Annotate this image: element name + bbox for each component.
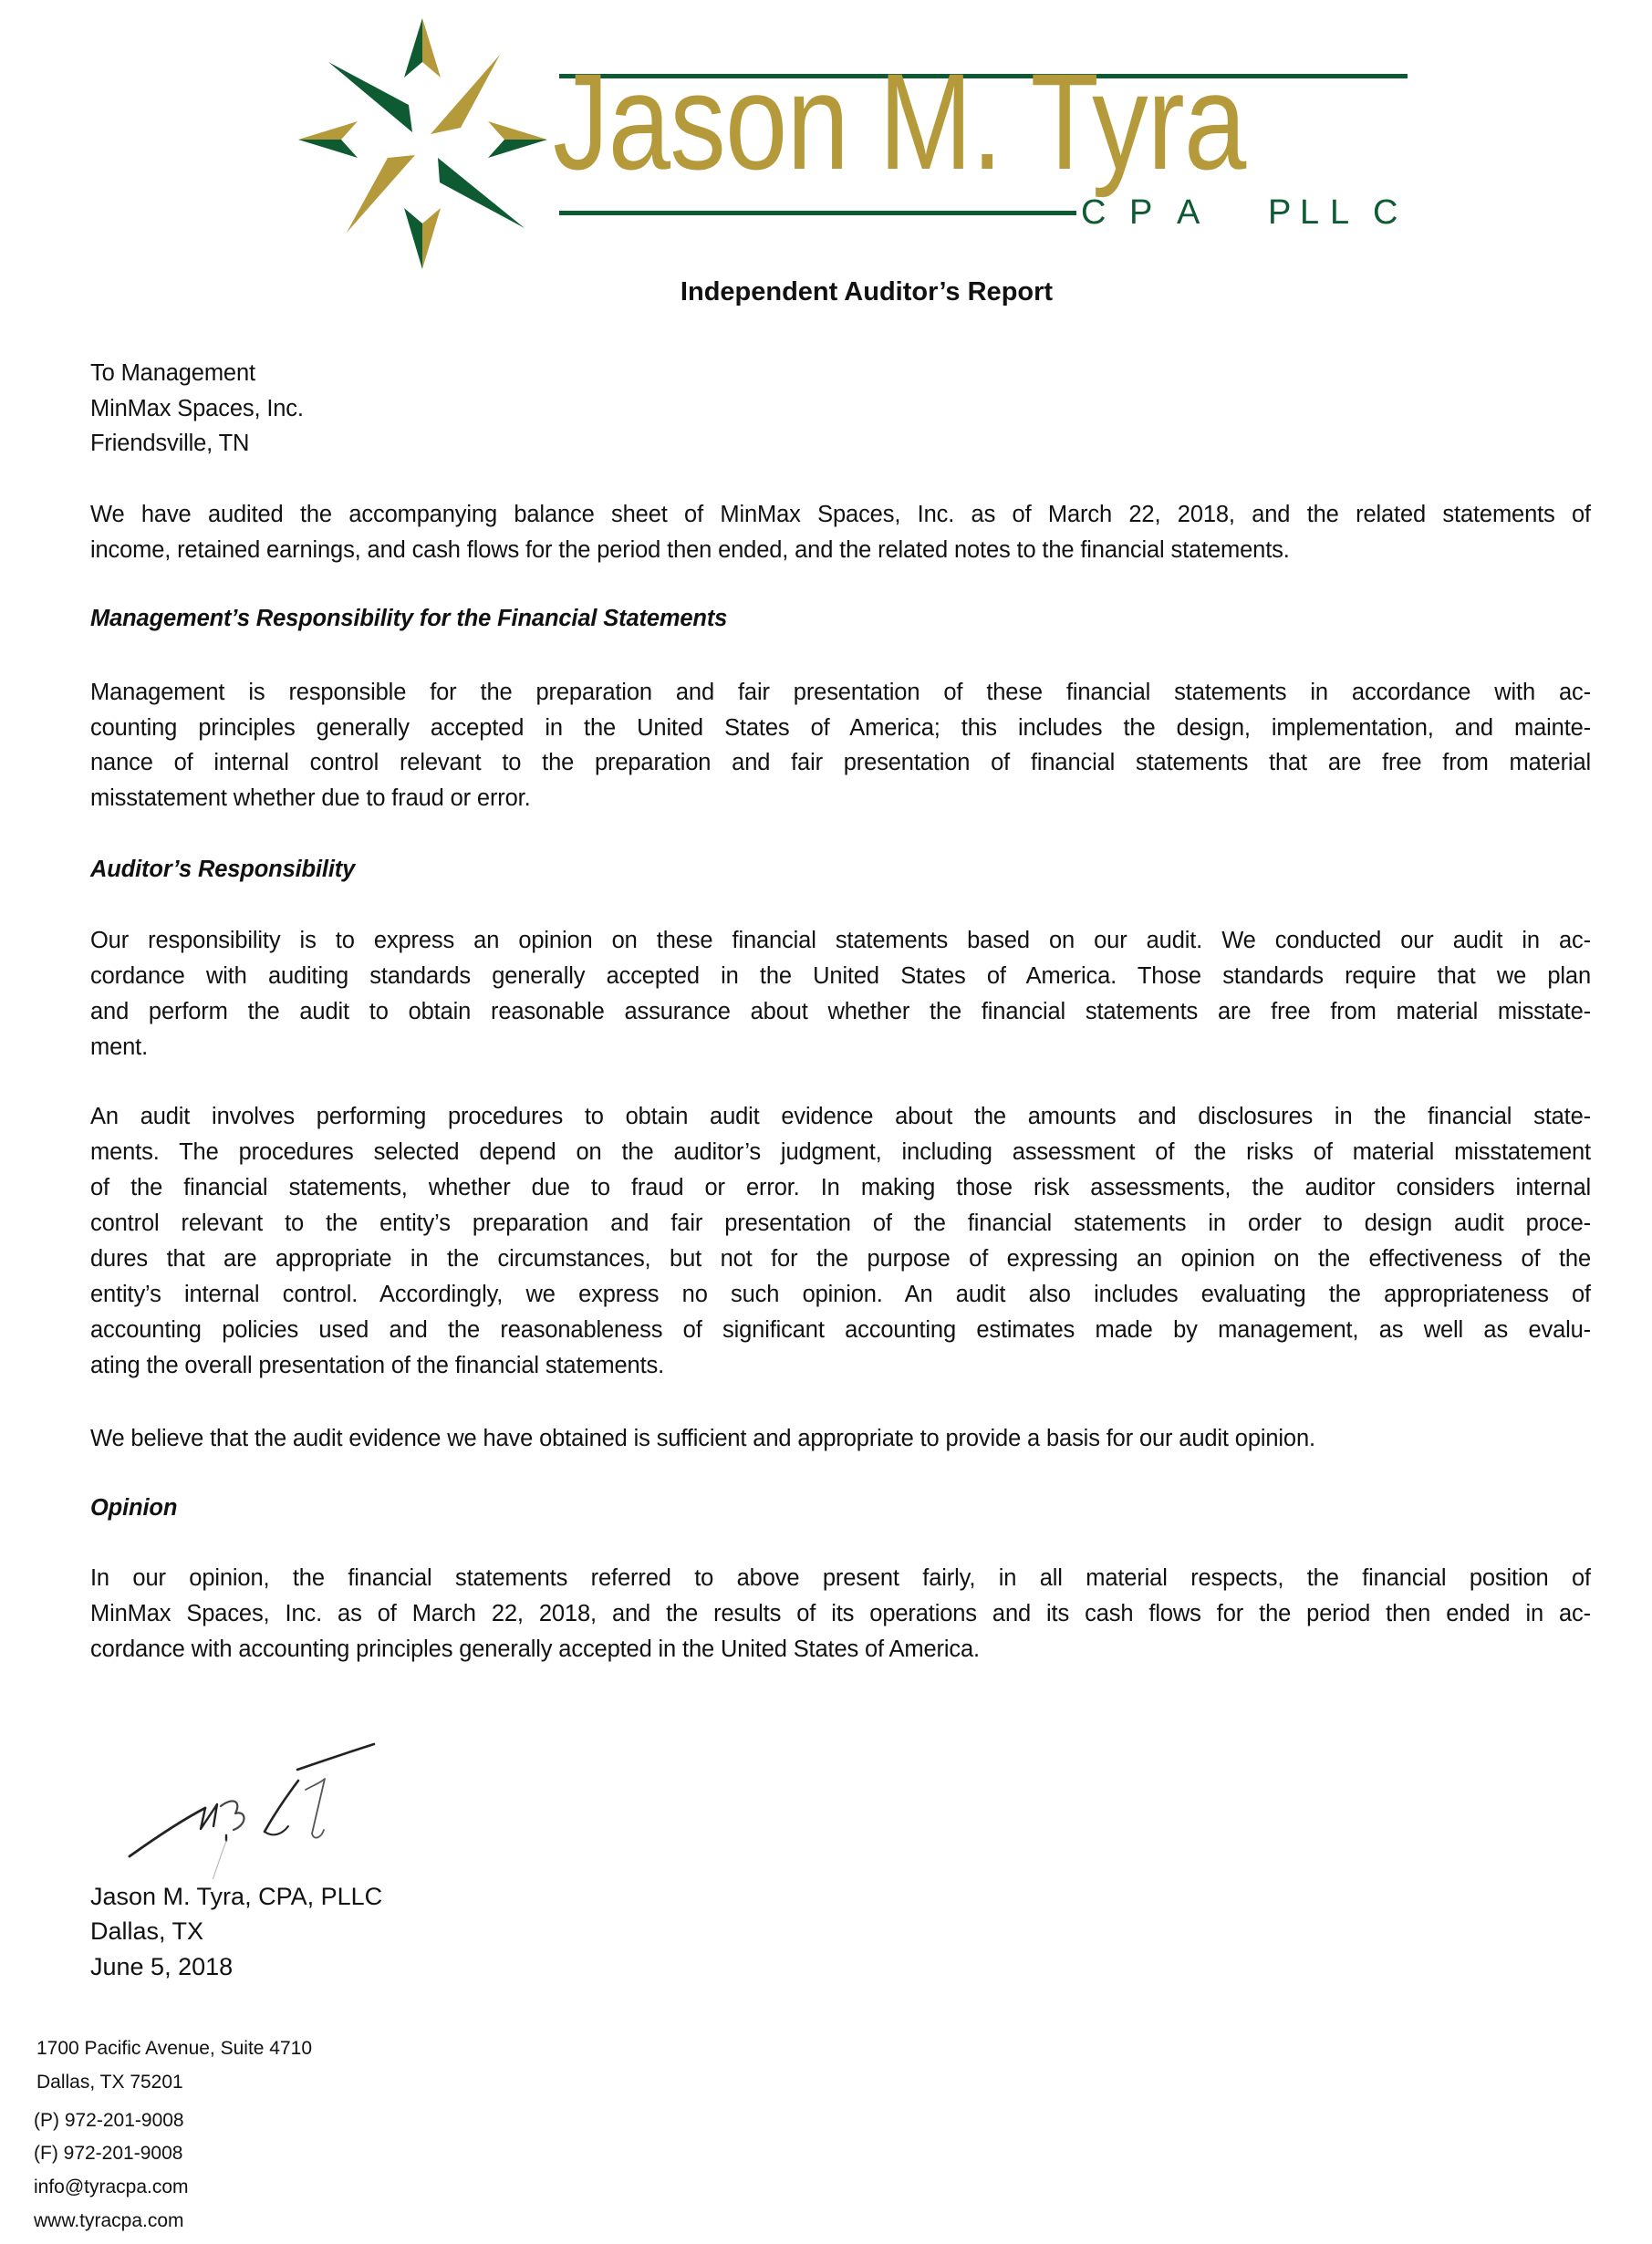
paragraph-line: of the financial statements, whether due to fraud or error. In making those risk assessments, the auditor considers internal — [90, 1175, 1591, 1200]
paragraph-line: Management is responsible for the preparation and fair presentation of these financial statements in accordance with ac- — [90, 680, 1591, 705]
logo-bottom-rule — [559, 211, 1076, 215]
paragraph-line: We have audited the accompanying balance sheet of MinMax Spaces, Inc. as of March 22, 2018, and the related statements of — [90, 502, 1591, 527]
footer-phone: (P) 972-201-9008 — [34, 2110, 184, 2131]
paragraph-line: nance of internal control relevant to the preparation and fair presentation of financial statements that are free from material — [90, 750, 1591, 775]
paragraph-line: accounting policies used and the reasonableness of significant accounting estimates made by management, as well as evalu- — [90, 1317, 1591, 1343]
section-heading-opinion: Opinion — [90, 1495, 178, 1521]
logo-letter-l: L — [1300, 193, 1320, 232]
section-heading-management: Management’s Responsibility for the Financial Statements — [90, 606, 728, 631]
footer-email-link[interactable]: info@tyracpa.com — [34, 2176, 189, 2197]
paragraph-line: dures that are appropriate in the circumstances, but not for the purpose of expressing an opinion on the effectiveness of the — [90, 1246, 1591, 1272]
logo-wordmark: Jason M. Tyra — [553, 45, 1246, 198]
paragraph-line: ments. The procedures selected depend on the auditor’s judgment, including assessment of the risks of material misstatement — [90, 1139, 1591, 1165]
addressee-line: MinMax Spaces, Inc. — [90, 396, 304, 421]
signatory-date: June 5, 2018 — [90, 1953, 234, 1980]
paragraph-line: ment. — [90, 1034, 149, 1060]
compass-star-icon — [292, 9, 556, 278]
paragraph-line: In our opinion, the financial statements referred to above present fairly, in all material respects, the financial position of — [90, 1565, 1591, 1591]
footer-address-line2: Dallas, TX 75201 — [36, 2072, 183, 2093]
signatory-firm: Jason M. Tyra, CPA, PLLC — [90, 1883, 383, 1910]
report-title: Independent Auditor’s Report — [680, 277, 1054, 306]
logo-letter-p2: P — [1268, 193, 1292, 232]
paragraph-line: cordance with accounting principles generally accepted in the United States of America. — [90, 1636, 980, 1662]
addressee-line: To Management — [90, 360, 255, 386]
logo-letter-l2: L — [1330, 193, 1350, 232]
section-heading-auditor: Auditor’s Responsibility — [90, 857, 356, 882]
paragraph-line: Our responsibility is to express an opinion on these financial statements based on our audit. We conducted our audit in ac- — [90, 928, 1591, 953]
paragraph-line: misstatement whether due to fraud or error. — [90, 785, 531, 811]
logo-letter-a: A — [1177, 193, 1200, 232]
handwritten-signature-icon — [119, 1706, 420, 1879]
paragraph-line: income, retained earnings, and cash flows for the period then ended, and the related notes to the financial statements. — [90, 537, 1290, 563]
logo-letter-c2: C — [1373, 193, 1398, 232]
signatory-city: Dallas, TX — [90, 1917, 204, 1945]
addressee-line: Friendsville, TN — [90, 431, 250, 456]
paragraph-line: An audit involves performing procedures to obtain audit evidence about the amounts and disclosures in the financial state- — [90, 1104, 1591, 1129]
paragraph-line: MinMax Spaces, Inc. as of March 22, 2018, and the results of its operations and its cash flows for the period then ended in ac- — [90, 1601, 1591, 1626]
paragraph-line: and perform the audit to obtain reasonable assurance about whether the financial statements are free from material misstate- — [90, 999, 1591, 1024]
paragraph-line: entity’s internal control. Accordingly, we express no such opinion. An audit also includes evaluating the appropriateness of — [90, 1282, 1591, 1307]
paragraph-line: cordance with auditing standards generally accepted in the United States of America. Those standards require that we plan — [90, 963, 1591, 989]
logo-letter-c: C — [1081, 193, 1107, 232]
footer-website-link[interactable]: www.tyracpa.com — [34, 2210, 184, 2231]
footer-fax: (F) 972-201-9008 — [34, 2143, 183, 2164]
footer-address-line1: 1700 Pacific Avenue, Suite 4710 — [36, 2038, 313, 2059]
logo-letter-p: P — [1129, 193, 1153, 232]
paragraph-line: ating the overall presentation of the financial statements. — [90, 1353, 665, 1378]
paragraph-line: We believe that the audit evidence we have obtained is sufficient and appropriate to provide a basis for our audit opinion. — [90, 1426, 1315, 1451]
paragraph-line: control relevant to the entity’s preparation and fair presentation of the financial statements in order to design audit proce- — [90, 1210, 1591, 1236]
paragraph-line: counting principles generally accepted in the United States of America; this includes the design, implementation, and mainte- — [90, 715, 1591, 741]
